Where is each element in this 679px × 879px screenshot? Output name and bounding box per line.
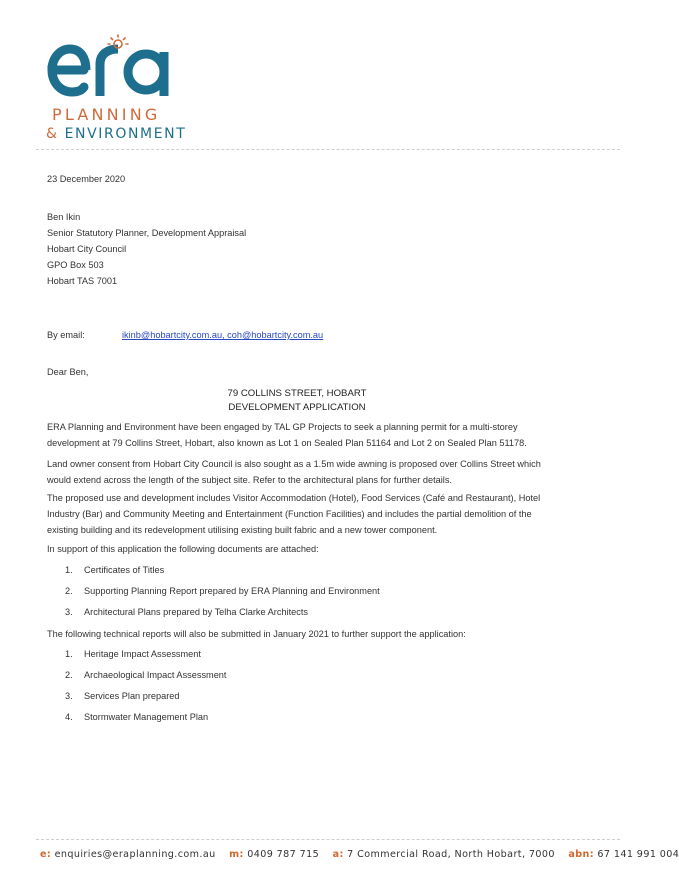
company-logo	[46, 34, 186, 144]
list-item-number: 3.	[65, 691, 73, 701]
letter-date: 23 December 2020	[47, 174, 126, 184]
list-item-number: 2.	[65, 670, 73, 680]
footer-mobile: 0409 787 715	[247, 849, 320, 860]
list-item-label: Archaeological Impact Assessment	[84, 670, 227, 680]
paragraph-engagement: ERA Planning and Environment have been engaged by TAL GP Projects to seek a planning permit for a multi-storey development at 79 Collins Street, Hobart, also known as Lot 1 on Sealed Plan 51164 and Lot 2 on Sealed Plan 51178.	[47, 422, 527, 448]
header-divider	[36, 149, 620, 150]
logo-ampersand: &	[46, 126, 59, 142]
list-item-label: Architectural Plans prepared by Telha Clarke Architects	[84, 607, 309, 617]
era-logo-wordmark	[46, 34, 178, 98]
recipient-address	[47, 209, 246, 289]
list-item-number: 4.	[65, 712, 73, 722]
list-item-number: 3.	[65, 607, 73, 617]
recipient-organisation: Hobart City Council	[47, 244, 127, 254]
list-item-label: Services Plan prepared	[84, 691, 180, 701]
footer-address: 7 Commercial Road, North Hobart, 7000	[347, 849, 555, 860]
footer-email-key: e:	[40, 849, 52, 860]
list-item-label: Heritage Impact Assessment	[84, 649, 201, 659]
footer-divider	[36, 839, 620, 840]
list-item-number: 2.	[65, 586, 73, 596]
list-item-label: Certificates of Titles	[84, 565, 165, 575]
paragraph-owner-consent: Land owner consent from Hobart City Council is also sought as a 1.5m wide awning is proposed over Collins Street which would extend across the length of the subject site. Refer to the architectural plans for further details.	[47, 459, 541, 485]
letter-subject	[47, 387, 547, 415]
logo-environment-text	[46, 126, 186, 142]
logo-planning-text: PLANNING	[52, 105, 161, 124]
footer-abn: 67 141 991 004	[597, 849, 679, 860]
email-label: By email:	[47, 330, 85, 340]
paragraph-proposed-use: The proposed use and development includes Visitor Accommodation (Hotel), Food Services (Café and Restaurant), Hotel Industry (Bar) and Community Meeting and Entertainment (Function Facilities) and includes the partial demolition of the existing building and its redevelopment utilising existing built fabric and a new tower component.	[47, 493, 541, 535]
footer-email: enquiries@eraplanning.com.au	[54, 849, 216, 860]
footer-contact	[40, 849, 679, 860]
subject-line-1: 79 COLLINS STREET, HOBART	[227, 388, 367, 399]
list-item-number: 1.	[65, 565, 73, 575]
recipient-name: Ben Ikin	[47, 212, 81, 222]
salutation: Dear Ben,	[47, 367, 89, 377]
footer-address-key: a:	[332, 849, 344, 860]
footer-mobile-key: m:	[229, 849, 244, 860]
list-item-number: 1.	[65, 649, 73, 659]
recipient-po-box: GPO Box 503	[47, 260, 104, 270]
email-addresses-link[interactable]: ikinb@hobartcity.com.au, coh@hobartcity.com.au	[122, 330, 324, 340]
subject-line-2: DEVELOPMENT APPLICATION	[228, 402, 366, 413]
paragraph-technical-reports-intro: The following technical reports will also be submitted in January 2021 to further support the application:	[47, 629, 466, 639]
recipient-title: Senior Statutory Planner, Development Appraisal	[47, 228, 247, 238]
list-item-label: Supporting Planning Report prepared by ERA Planning and Environment	[84, 586, 380, 596]
logo-environment-word: ENVIRONMENT	[64, 126, 187, 142]
footer-abn-key: abn:	[568, 849, 594, 860]
paragraph-attachments-intro: In support of this application the following documents are attached:	[47, 544, 319, 554]
list-item-label: Stormwater Management Plan	[84, 712, 209, 722]
recipient-city: Hobart TAS 7001	[47, 276, 118, 286]
